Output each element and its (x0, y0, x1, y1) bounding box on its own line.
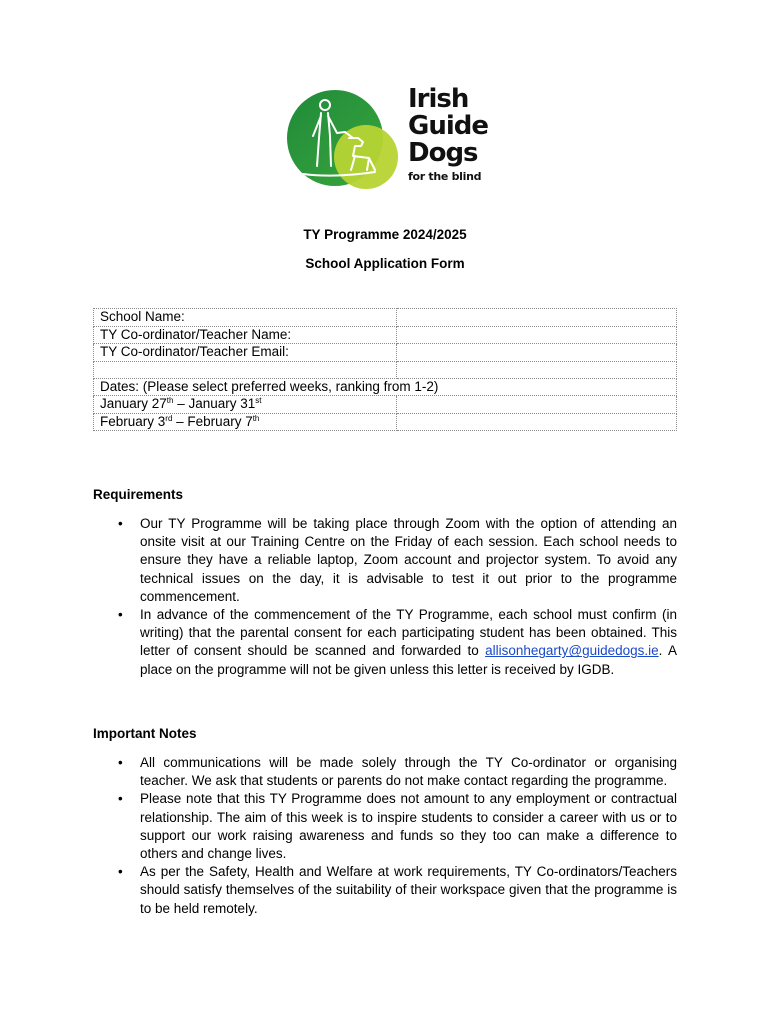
week1-start-suffix: th (166, 396, 174, 405)
coordinator-email-label: TY Co-ordinator/Teacher Email: (94, 344, 397, 362)
week1-end: January 31 (188, 396, 256, 411)
spacer-cell (94, 361, 397, 378)
page-subtitle: School Application Form (305, 256, 465, 271)
coordinator-name-label: TY Co-ordinator/Teacher Name: (94, 326, 397, 344)
bullet-icon: • (118, 864, 123, 880)
bullet-icon: • (118, 516, 123, 531)
coordinator-name-field[interactable] (397, 326, 677, 344)
week2-end: February 7 (187, 413, 253, 429)
consent-email-link[interactable]: allisonhegarty@guidedogs.ie (485, 643, 659, 659)
logo-word-irish: Irish (408, 84, 469, 114)
bullet-icon: • (118, 755, 123, 770)
spacer-cell (397, 361, 677, 378)
list-item (93, 606, 677, 679)
application-form-table (93, 308, 677, 431)
logo-wordmark (408, 86, 488, 183)
week2-rank-field[interactable] (397, 413, 677, 431)
school-name-label: School Name: (94, 309, 397, 327)
important-notes-list (93, 754, 677, 918)
list-item (93, 790, 677, 863)
page-title: TY Programme 2024/2025 (303, 227, 467, 242)
week2-start: February 3 (100, 413, 166, 429)
requirements-list (93, 515, 677, 679)
requirements-heading: Requirements (93, 487, 184, 502)
week1-end-suffix: st (255, 396, 262, 405)
bullet-icon: • (118, 607, 123, 623)
important-notes-heading: Important Notes (93, 726, 197, 741)
logo-word-guide: Guide (408, 111, 489, 141)
requirement-text-2b: . A place on the programme will not be given unless this letter is received by IGDB. (140, 643, 678, 677)
requirement-text-2a: In advance of the commencement of the TY Programme, each school must confirm (in writing) that the parental consent for each participating student has been obtained. This letter of consent should be scanned and forwarded to (140, 607, 677, 659)
requirement-text-1: Our TY Programme will be taking place through Zoom with the option of attending an onsite visit at our Training Centre on the Friday of each session. Each school needs to ensure they have a reliable laptop, Zoom account and projector system. To avoid any technical issues on the day, it is advisable to test it out prior to the programme commencement. (140, 516, 677, 604)
school-name-field[interactable] (397, 309, 677, 327)
coordinator-email-field[interactable] (397, 344, 677, 362)
week2-end-suffix: th (252, 413, 260, 423)
week2-sep: – (172, 413, 188, 429)
note-text-2: Please note that this TY Programme does not amount to any employment or contractual relationship. The aim of this week is to inspire students to consider a career with us or to support our work raising awareness and funds so they too can make a difference to others and change lives. (140, 791, 677, 862)
week1-rank-field[interactable] (397, 396, 677, 414)
week1-sep: – (173, 396, 189, 411)
logo-tagline: for the blind (408, 170, 482, 183)
note-text-3: As per the Safety, Health and Welfare at work requirements, TY Co-ordinators/Teachers should satisfy themselves of the suitability of their workspace given that the programme is to be held remotely. (140, 864, 677, 916)
logo-word-dogs: Dogs (408, 138, 478, 168)
week1-label (94, 396, 397, 414)
week2-label (94, 413, 397, 431)
week2-start-suffix: rd (165, 413, 173, 423)
list-item (93, 863, 677, 918)
list-item (93, 754, 677, 790)
note-text-1: All communications will be made solely through the TY Co-ordinator or organising teacher. We ask that students or parents do not make contact regarding the programme. (140, 755, 677, 789)
week1-start: January 27 (100, 396, 167, 411)
bullet-icon: • (118, 791, 123, 807)
list-item (93, 515, 677, 606)
dates-label: Dates: (Please select preferred weeks, ranking from 1-2) (94, 378, 677, 396)
